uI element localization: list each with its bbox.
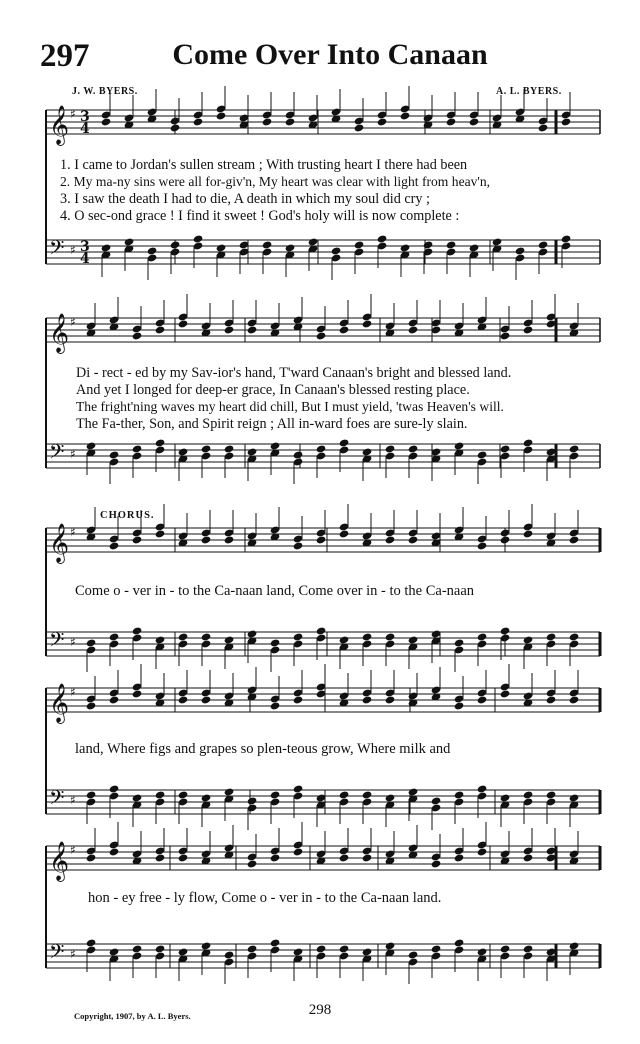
note-head [408,325,419,334]
note-head [293,847,304,856]
note-head [247,325,258,334]
sharp-icon: ♯ [70,107,76,121]
note-head [247,447,258,456]
note-head [339,635,350,644]
music-credit: A. L. BYERS. [496,86,562,97]
note-head [454,701,465,710]
note-head [316,444,327,453]
note-head [492,237,503,246]
treble-clef-icon: 𝄞 [49,523,70,563]
bass-clef-icon: 𝄢 [49,940,65,968]
page-number: 298 [308,1002,332,1018]
note-head [477,541,488,550]
note-head [109,450,120,459]
note-head [193,234,204,243]
note-head [469,117,480,126]
note-head [362,695,373,704]
note-head [446,240,457,249]
sharp-icon: ♯ [70,635,76,649]
note-head [270,441,281,450]
note-head [224,444,235,453]
note-head [316,944,327,953]
note-head [178,790,189,799]
note-head [224,950,235,959]
note-head [339,790,350,799]
note-head [132,444,143,453]
note-head [362,632,373,641]
note-head [477,450,488,459]
treble-clef-icon: 𝄞 [49,313,70,353]
note-head [86,853,97,862]
note-head [316,331,327,340]
note-head [178,853,189,862]
note-head [224,787,235,796]
note-head [293,450,304,459]
note-head [339,944,350,953]
note-head [86,938,97,947]
note-head [293,632,304,641]
note-head [377,234,388,243]
note-head [500,793,511,802]
sharp-icon: ♯ [70,447,76,461]
bass-clef-icon: 𝄢 [49,236,65,264]
note-head [109,695,120,704]
note-head [408,444,419,453]
note-head [431,859,442,868]
time-signature: 4 [80,121,90,137]
note-head [500,444,511,453]
sharp-icon: ♯ [70,243,76,257]
note-head [538,123,549,132]
note-head [523,635,534,644]
note-head [224,325,235,334]
sharp-icon: ♯ [70,315,76,329]
note-head [201,535,212,544]
stanza-1-line-2: Di - rect - ed by my Sav-ior's hand, T'ward Canaan's bright and blessed land. [76,365,512,381]
note-head [247,796,258,805]
note-head [354,240,365,249]
note-head [247,859,258,868]
note-head [431,796,442,805]
note-head [569,444,580,453]
stanza-4-line-1: 4. O sec-ond grace ! I find it sweet ! God's holy will is now complete : [60,208,460,224]
note-head [538,240,549,249]
treble-clef-icon: 𝄞 [49,683,70,723]
bass-clef-icon: 𝄢 [49,440,65,468]
note-head [523,790,534,799]
note-head [431,944,442,953]
hymn-title: Come Over Into Canaan [172,38,488,71]
note-head [362,790,373,799]
chorus-label: CHORUS. [100,510,155,521]
note-head [101,243,112,252]
note-head [109,632,120,641]
note-head [385,444,396,453]
note-head [293,784,304,793]
note-head [546,790,557,799]
note-head [293,695,304,704]
note-head [124,237,135,246]
note-head [132,331,143,340]
stanza-2-line-2: And yet I longed for deep-er grace, In Canaan's blessed resting place. [76,382,470,398]
time-signature: 4 [80,251,90,267]
note-head [423,240,434,249]
note-head [523,944,534,953]
note-head [285,243,296,252]
note-head [469,243,480,252]
note-head [216,243,227,252]
time-signature: 3 [80,109,90,125]
note-head [86,701,97,710]
note-head [477,784,488,793]
note-head [270,853,281,862]
note-head [477,847,488,856]
note-head [331,246,342,255]
note-head [147,246,158,255]
note-head [385,941,396,950]
note-head [477,695,488,704]
bass-clef-icon: 𝄢 [49,786,65,814]
sharp-icon: ♯ [70,685,76,699]
note-head [201,793,212,802]
note-head [178,319,189,328]
treble-clef-icon: 𝄞 [49,105,70,145]
words-credit: J. W. BYERS. [72,86,138,97]
note-head [515,246,526,255]
note-head [155,529,166,538]
note-head [446,117,457,126]
note-head [109,847,120,856]
note-head [270,701,281,710]
note-head [86,441,97,450]
note-head [132,793,143,802]
note-head [86,790,97,799]
note-head [400,243,411,252]
hymn-number: 297 [40,38,90,74]
note-head [408,787,419,796]
note-head [285,117,296,126]
note-head [385,632,396,641]
chorus-line-2: land, Where figs and grapes so plen-teous grow, Where milk and [75,741,451,757]
note-head [316,535,327,544]
note-head [178,447,189,456]
note-head [569,632,580,641]
note-head [546,695,557,704]
note-head [201,941,212,950]
note-head [170,240,181,249]
note-head [385,535,396,544]
note-head [569,695,580,704]
note-head [500,626,511,635]
note-head [385,695,396,704]
note-head [500,535,511,544]
stanza-1-line-1: 1. I came to Jordan's sullen stream ; With trusting heart I there had been [60,157,468,173]
note-head [454,790,465,799]
note-head [109,541,120,550]
note-head [569,941,580,950]
note-head [109,784,120,793]
note-head [178,947,189,956]
note-head [362,947,373,956]
note-head [454,938,465,947]
note-head [500,331,511,340]
note-head [293,947,304,956]
stanza-3-line-1: 3. I saw the death I had to die, A death in which my soul did cry ; [60,191,430,207]
note-head [454,441,465,450]
note-head [546,632,557,641]
note-head [132,689,143,698]
sharp-icon: ♯ [70,793,76,807]
note-head [362,447,373,456]
note-head [132,626,143,635]
note-head [178,695,189,704]
note-head [408,635,419,644]
note-head [569,793,580,802]
note-head [477,947,488,956]
sharp-icon: ♯ [70,525,76,539]
note-head [569,535,580,544]
note-head [362,319,373,328]
bass-clef-icon: 𝄢 [49,628,65,656]
note-head [201,632,212,641]
note-head [155,438,166,447]
note-head [170,123,181,132]
treble-clef-icon: 𝄞 [49,841,70,881]
note-head [155,635,166,644]
copyright-notice: Copyright, 1907, by A. L. Byers. [74,1011,191,1021]
note-head [101,117,112,126]
note-head [561,234,572,243]
note-head [385,793,396,802]
note-head [454,638,465,647]
chorus-line-1: Come o - ver in - to the Ca-naan land, Come over in - to the Ca-naan [75,583,475,599]
note-head [132,944,143,953]
note-head [339,438,350,447]
time-signature: 3 [80,239,90,255]
note-head [193,117,204,126]
sharp-icon: ♯ [70,947,76,961]
note-head [400,111,411,120]
note-head [178,632,189,641]
note-head [262,117,273,126]
stanza-3-line-2: The fright'ning waves my heart did chill, But I must yield, 'twas Heaven's will. [76,399,504,414]
note-head [339,325,350,334]
note-head [270,638,281,647]
note-head [224,635,235,644]
note-head [339,529,350,538]
note-head [247,944,258,953]
note-head [270,790,281,799]
note-head [316,626,327,635]
note-head [523,529,534,538]
note-head [216,111,227,120]
note-head [262,240,273,249]
note-head [308,237,319,246]
note-head [408,950,419,959]
note-head [155,325,166,334]
note-head [477,632,488,641]
note-head [500,944,511,953]
note-head [155,790,166,799]
stanza-2-line-1: 2. My ma-ny sins were all for-giv'n, My heart was clear with light from heav'n, [60,174,491,189]
note-head [339,853,350,862]
note-head [109,947,120,956]
note-head [408,535,419,544]
note-head [155,853,166,862]
note-head [354,123,365,132]
note-head [270,938,281,947]
sharp-icon: ♯ [70,843,76,857]
note-head [224,535,235,544]
note-head [293,541,304,550]
note-head [362,853,373,862]
note-head [523,325,534,334]
stanza-4-line-2: The Fa-ther, Son, and Spirit reign ; All in-ward foes are sure-ly slain. [76,416,468,432]
note-head [247,629,258,638]
note-head [454,853,465,862]
note-head [377,117,388,126]
chorus-line-3: hon - ey free - ly flow, Come o - ver in - to the Ca-naan land. [88,890,442,906]
note-head [523,438,534,447]
note-head [523,853,534,862]
note-head [86,638,97,647]
note-head [132,535,143,544]
note-head [155,944,166,953]
note-head [500,689,511,698]
note-head [201,444,212,453]
note-head [201,695,212,704]
note-head [561,117,572,126]
